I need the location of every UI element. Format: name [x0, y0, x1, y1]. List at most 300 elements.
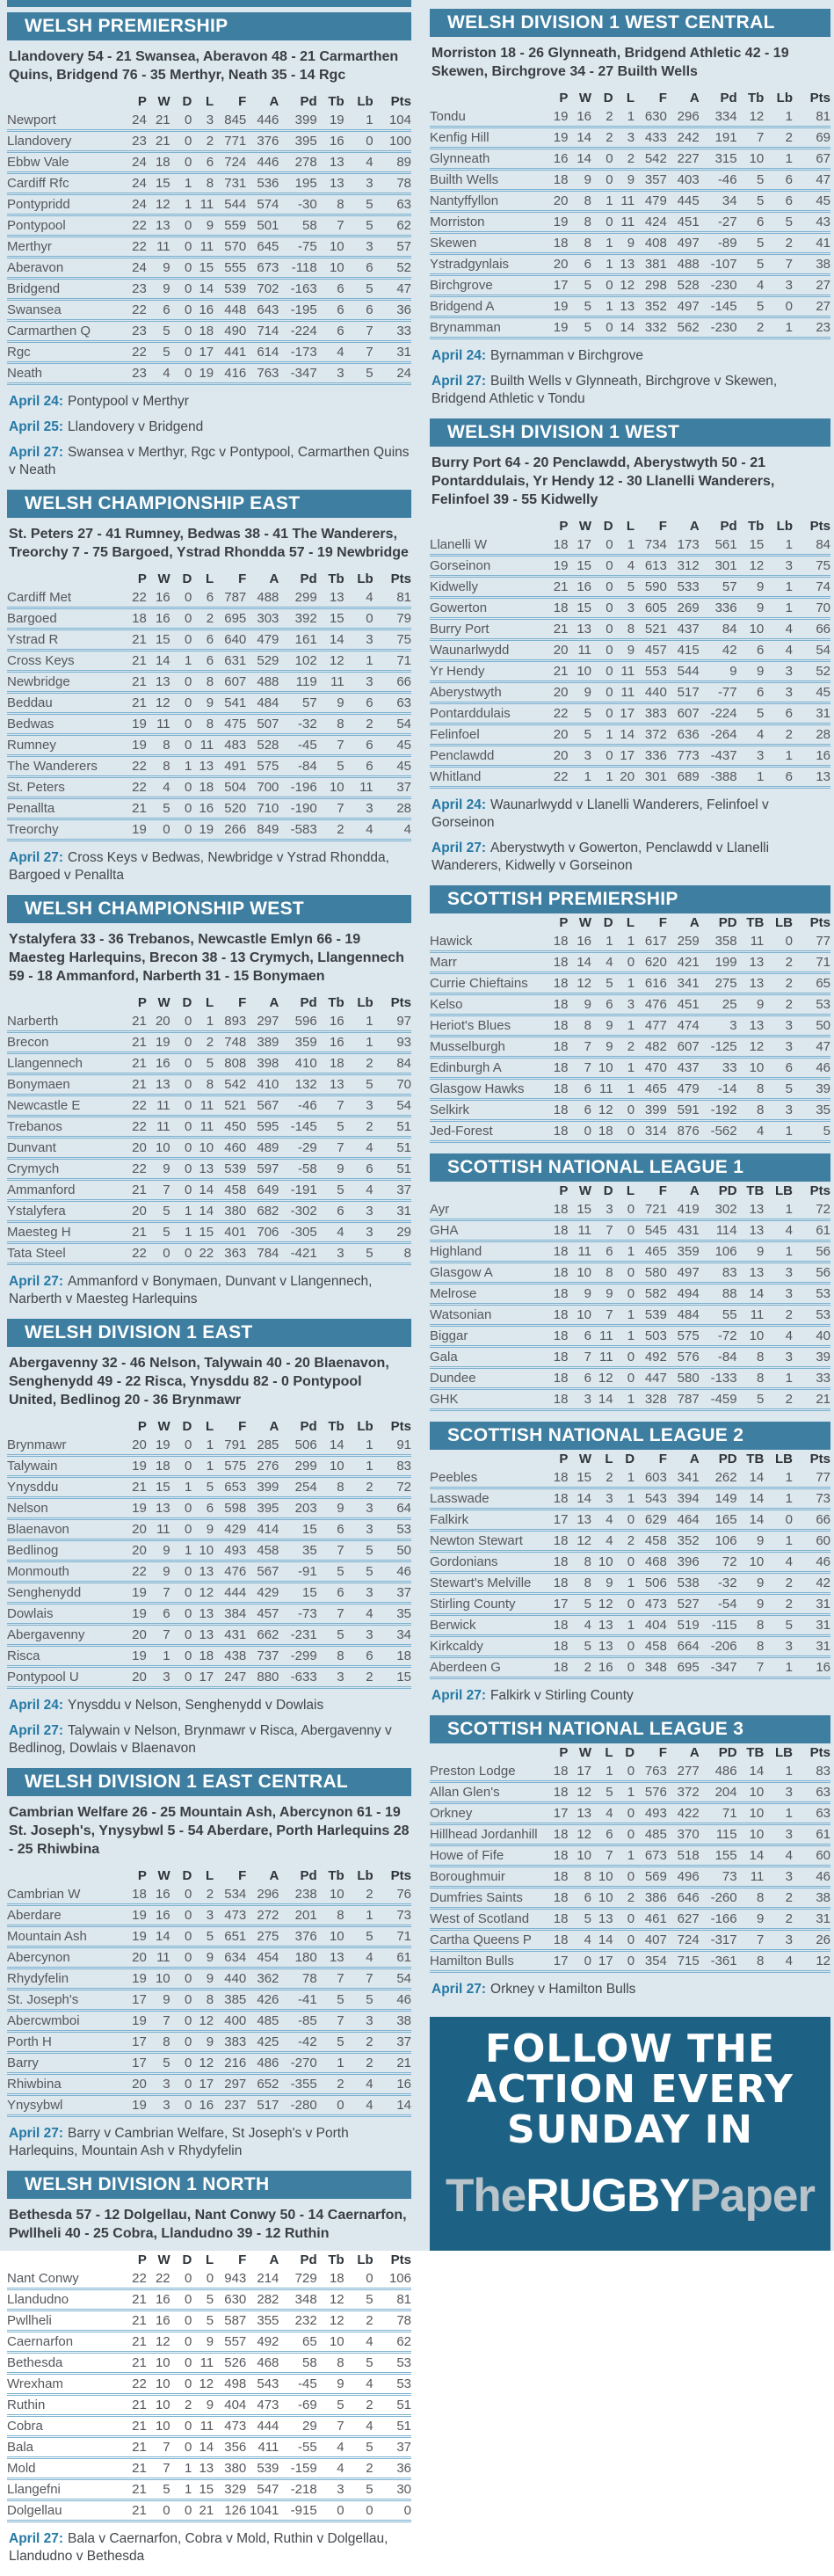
- stat-column-header: W: [578, 91, 592, 106]
- stat-cell: 56: [816, 1244, 830, 1259]
- stat-cell: 4: [403, 822, 411, 837]
- stat-cell: 372: [677, 1785, 700, 1800]
- stat-cell: 28: [396, 801, 411, 816]
- team-name-cell: Brecon: [7, 1035, 49, 1050]
- stat-cell: 9: [206, 218, 214, 233]
- team-name-cell: Abergavenny: [7, 1627, 85, 1642]
- table-row: [430, 1037, 830, 1058]
- stat-cell: 11: [156, 1119, 170, 1134]
- stat-cell: 695: [677, 1660, 700, 1675]
- stat-column-header: D: [603, 91, 613, 106]
- stat-cell: 18: [553, 1392, 569, 1407]
- rugby-paper-logo: [446, 2169, 815, 2222]
- stat-cell: 1: [584, 769, 592, 784]
- stat-cell: 61: [396, 1950, 411, 1965]
- table-row: [430, 1220, 830, 1241]
- stat-cell: 78: [396, 2313, 411, 2328]
- stat-cell: 5: [366, 1246, 373, 1261]
- stat-cell: 54: [396, 1971, 411, 1986]
- stat-cell: 5: [337, 2398, 344, 2412]
- stat-cell: 0: [185, 590, 192, 605]
- stat-cell: 20: [132, 1204, 147, 1219]
- stat-cell: 5: [206, 1480, 214, 1495]
- stat-cell: 6: [366, 302, 373, 317]
- team-name-cell: Gowerton: [430, 600, 488, 615]
- team-name-cell: West of Scotland: [430, 1911, 530, 1926]
- league-table: [7, 1867, 411, 2117]
- stat-cell: 0: [185, 260, 192, 275]
- stat-cell: -270: [290, 2056, 317, 2070]
- stat-column-header: L: [626, 91, 635, 106]
- table-header-row: [7, 2251, 411, 2269]
- table-row: [430, 1824, 830, 1845]
- stat-cell: 13: [329, 590, 344, 605]
- stat-cell: 383: [644, 706, 667, 721]
- stat-cell: 1: [627, 109, 635, 124]
- stat-cell: 18: [132, 611, 147, 626]
- stat-cell: 8: [206, 1992, 214, 2007]
- stat-cell: 38: [396, 2013, 411, 2028]
- stat-cell: 695: [224, 611, 247, 626]
- stat-cell: 431: [677, 1223, 700, 1238]
- stat-cell: 465: [644, 1244, 667, 1259]
- stat-cell: 5: [366, 1543, 373, 1558]
- fixtures: [9, 393, 410, 479]
- stat-cell: 2: [785, 976, 793, 991]
- stat-cell: 24: [132, 176, 147, 191]
- stat-cell: 488: [677, 257, 700, 272]
- table-body: [7, 1436, 411, 1688]
- stat-cell: 14: [155, 653, 170, 668]
- stat-column-header: Pd: [300, 1868, 317, 1883]
- team-name-cell: Newport: [7, 113, 56, 127]
- stat-cell: 0: [606, 151, 613, 166]
- stat-cell: 1: [627, 1244, 635, 1259]
- table-row: [7, 2395, 411, 2416]
- stat-cell: 538: [677, 1575, 700, 1590]
- stat-cell: 1: [185, 1480, 192, 1495]
- stat-cell: 6: [206, 632, 214, 647]
- table-row: [7, 1646, 411, 1667]
- stat-cell: -195: [290, 302, 317, 317]
- stat-cell: 437: [677, 1060, 700, 1075]
- stat-cell: 14: [199, 281, 214, 296]
- stat-cell: 93: [396, 1035, 411, 1050]
- stat-cell: 18: [553, 997, 569, 1012]
- stat-cell: 4: [366, 2334, 373, 2349]
- stat-column-header: A: [689, 519, 700, 534]
- stat-column-header: W: [578, 1745, 592, 1760]
- stat-column-header: L: [605, 1745, 613, 1760]
- stat-cell: 7: [337, 2419, 344, 2434]
- league-section: [430, 1422, 830, 1705]
- stat-cell: 1: [185, 176, 192, 191]
- stat-cell: 126: [224, 2503, 247, 2518]
- stat-cell: 1: [606, 727, 613, 742]
- stat-cell: 0: [185, 345, 192, 360]
- stat-column-header: P: [559, 1183, 569, 1198]
- stat-cell: 18: [553, 1286, 569, 1301]
- stat-cell: 35: [396, 1606, 411, 1621]
- stat-cell: 7: [606, 1307, 613, 1322]
- table-row: [430, 619, 830, 640]
- stat-cell: -317: [710, 1932, 737, 1947]
- stat-column-header: L: [205, 1868, 214, 1883]
- stat-cell: 7: [756, 1932, 765, 1947]
- stat-cell: 0: [185, 1035, 192, 1050]
- stat-cell: 9: [756, 1533, 765, 1548]
- stat-column-header: Pts: [390, 94, 411, 109]
- stat-cell: 10: [598, 1554, 613, 1569]
- stat-cell: 15: [199, 1225, 214, 1240]
- stat-cell: 533: [677, 579, 700, 594]
- stat-cell: 21: [132, 2398, 147, 2412]
- stat-cell: 0: [185, 674, 192, 689]
- stat-cell: 45: [816, 685, 830, 700]
- stat-cell: 404: [224, 2398, 247, 2412]
- stat-cell: 451: [677, 997, 700, 1012]
- stat-cell: 0: [185, 2013, 192, 2028]
- stat-cell: 312: [677, 558, 700, 573]
- stat-cell: -14: [717, 1081, 737, 1096]
- stat-cell: 84: [722, 622, 737, 637]
- stat-cell: -118: [291, 260, 317, 275]
- stat-cell: 616: [644, 976, 667, 991]
- stat-cell: -302: [290, 1204, 317, 1219]
- stat-cell: 0: [366, 134, 373, 149]
- stat-cell: 336: [644, 748, 667, 763]
- table-row: [7, 2500, 411, 2521]
- stat-cell: 3: [785, 685, 793, 700]
- stat-cell: 0: [606, 622, 613, 637]
- stat-cell: 0: [584, 1954, 592, 1968]
- stat-cell: 6: [584, 1328, 592, 1343]
- stat-cell: 5: [337, 1182, 344, 1197]
- section-header-bar: [7, 2171, 411, 2199]
- stat-cell: 3: [366, 1204, 373, 1219]
- stat-cell: 11: [330, 674, 344, 689]
- stat-cell: 2: [366, 2398, 373, 2412]
- team-name-cell: Maesteg H: [7, 1225, 71, 1240]
- stat-cell: -115: [711, 1618, 737, 1633]
- team-column-header: [430, 517, 547, 535]
- stat-cell: 458: [224, 1182, 247, 1197]
- stat-cell: 6: [163, 302, 170, 317]
- stat-cell: 341: [677, 1470, 700, 1485]
- table-row: [7, 629, 411, 651]
- stat-cell: 14: [155, 1929, 170, 1944]
- stat-cell: 3: [785, 1350, 793, 1364]
- stat-cell: 16: [155, 611, 170, 626]
- table-row: [7, 819, 411, 840]
- table-row: [430, 535, 830, 556]
- section-intro: Ystalyfera 33 - 36 Trebanos, Newcastle Emlyn 66 - 19 Maesteg Harlequins, Brecon 38 - 13 Crymych, Llangennech 59 - 18 Ammanford, Narberth 31 - 15 Bonymaen: [9, 932, 404, 984]
- stat-cell: 1: [785, 1470, 793, 1485]
- stat-cell: 278: [294, 155, 317, 170]
- team-name-cell: St. Peters: [7, 780, 65, 795]
- stat-cell: 18: [553, 1328, 569, 1343]
- stat-cell: 12: [749, 1039, 765, 1054]
- stat-cell: 473: [224, 2419, 247, 2434]
- stat-cell: 19: [199, 366, 214, 381]
- stat-cell: 2: [785, 1392, 793, 1407]
- stat-cell: 5: [337, 759, 344, 774]
- stat-cell: 57: [722, 579, 737, 594]
- table-row: [7, 735, 411, 756]
- stat-cell: 77: [816, 934, 830, 949]
- stat-column-header: A: [689, 1452, 700, 1466]
- fixture-text: Barry v Cambrian Welfare, St Joseph's v Porth Harlequins, Mountain Ash v Rhydyfelin: [9, 2126, 349, 2158]
- stat-cell: 1: [185, 2482, 192, 2497]
- stat-cell: 7: [163, 2013, 170, 2028]
- stat-cell: 262: [714, 1470, 737, 1485]
- stat-cell: 488: [257, 590, 279, 605]
- team-name-cell: Rhiwbina: [7, 2077, 62, 2092]
- stat-cell: 465: [644, 1081, 667, 1096]
- stat-cell: 334: [714, 109, 737, 124]
- stat-cell: 17: [620, 706, 635, 721]
- stat-cell: 17: [199, 345, 214, 360]
- stat-cell: 10: [155, 1971, 170, 1986]
- stat-cell: 482: [644, 1039, 667, 1054]
- stat-cell: 4: [756, 727, 765, 742]
- stat-column-header: W: [157, 2252, 170, 2267]
- stat-cell: 634: [224, 1950, 247, 1965]
- stat-cell: 3: [366, 176, 373, 191]
- stat-cell: 9: [337, 2376, 344, 2391]
- stat-cell: 17: [553, 1806, 569, 1821]
- stat-cell: 14: [749, 1764, 765, 1779]
- stat-cell: 20: [132, 1522, 147, 1537]
- stat-cell: 11: [156, 1098, 170, 1113]
- table-row: [430, 1058, 830, 1079]
- section-header-bar: [7, 895, 411, 923]
- team-name-cell: Brynamman: [430, 320, 501, 335]
- stat-cell: 9: [756, 600, 765, 615]
- league-section: [430, 418, 830, 875]
- stat-cell: 33: [816, 1371, 830, 1386]
- stat-cell: 426: [257, 1992, 279, 2007]
- stat-cell: -355: [290, 2077, 317, 2092]
- stat-cell: 20: [620, 769, 635, 784]
- stat-cell: 582: [644, 1286, 667, 1301]
- stat-cell: 454: [257, 1950, 279, 1965]
- stat-cell: 8: [584, 236, 592, 251]
- fixtures: [9, 849, 410, 884]
- stat-cell: 3: [366, 1225, 373, 1240]
- table-row: [7, 1561, 411, 1583]
- stat-cell: 458: [644, 1639, 667, 1654]
- stat-cell: 1: [627, 1060, 635, 1075]
- stat-cell: 21: [132, 1035, 147, 1050]
- section-intro: Cambrian Welfare 26 - 25 Mountain Ash, Abercynon 61 - 19 St. Joseph's, Ynysybwl 5 - 54 Aberdare, Porth Harlequins 28 - 25 Rhiwbina: [9, 1805, 410, 1857]
- stat-cell: 457: [644, 643, 667, 658]
- team-name-cell: Dowlais: [7, 1606, 54, 1621]
- stat-cell: 11: [620, 685, 635, 700]
- stat-cell: 503: [644, 1328, 667, 1343]
- stat-cell: 4: [366, 2077, 373, 2092]
- fixture-text: Orkney v Hamilton Bulls: [490, 1982, 636, 1997]
- stat-cell: 28: [816, 727, 830, 742]
- stat-column-header: Tb: [328, 1868, 344, 1883]
- stat-cell: 75: [816, 558, 830, 573]
- stat-cell: 1: [206, 1014, 214, 1029]
- stat-column-header: Pd: [300, 94, 317, 109]
- stat-cell: 180: [294, 1950, 317, 1965]
- table-body: [7, 1885, 411, 2116]
- stat-cell: 5: [163, 2056, 170, 2070]
- stat-cell: 6: [366, 1648, 373, 1663]
- stat-cell: 17: [553, 1512, 569, 1527]
- table-row: [430, 1782, 830, 1803]
- stat-cell: 63: [816, 1806, 830, 1821]
- stat-cell: 12: [199, 2056, 214, 2070]
- stat-cell: 22: [132, 1098, 147, 1113]
- stat-cell: 12: [329, 2292, 344, 2307]
- stat-cell: -84: [717, 1350, 737, 1364]
- stat-cell: 0: [627, 1265, 635, 1280]
- stat-cell: 84: [396, 1056, 411, 1071]
- stat-cell: 943: [224, 2271, 247, 2286]
- stat-cell: 37: [396, 1182, 411, 1197]
- stat-cell: 16: [816, 1660, 830, 1675]
- stat-cell: 6: [785, 193, 793, 208]
- stat-cell: 102: [294, 653, 317, 668]
- stat-cell: 1: [627, 1018, 635, 1033]
- stat-cell: 89: [396, 155, 411, 170]
- table-row: [7, 194, 411, 215]
- team-name-cell: Allan Glen's: [430, 1785, 500, 1800]
- stat-cell: 0: [185, 1606, 192, 1621]
- fixture-text: Byrnamman v Birchgrove: [490, 348, 644, 363]
- stat-cell: -58: [298, 1161, 317, 1176]
- stat-cell: 1: [627, 1328, 635, 1343]
- stat-column-header: D: [182, 995, 192, 1010]
- stat-cell: 1: [627, 1618, 635, 1633]
- stat-cell: 10: [155, 2419, 170, 2434]
- stat-cell: 1: [185, 197, 192, 212]
- stat-cell: 787: [224, 590, 247, 605]
- stat-cell: 0: [627, 1660, 635, 1675]
- stat-column-header: L: [205, 995, 214, 1010]
- stat-cell: 19: [329, 113, 344, 127]
- stat-cell: 682: [257, 1204, 279, 1219]
- table-row: [430, 640, 830, 661]
- stat-cell: 1: [785, 1806, 793, 1821]
- stat-cell: 3: [163, 2077, 170, 2092]
- stat-cell: 7: [337, 2013, 344, 2028]
- stat-cell: 0: [185, 2355, 192, 2370]
- fixture-date-label: April 27:: [9, 850, 64, 865]
- table-row: [430, 1284, 830, 1305]
- stat-cell: 483: [224, 738, 247, 753]
- stat-cell: 65: [816, 976, 830, 991]
- stat-column-header: W: [578, 1183, 592, 1198]
- stat-column-header: Tb: [747, 91, 765, 106]
- stat-cell: 33: [722, 1060, 737, 1075]
- stat-column-header: D: [182, 1868, 192, 1883]
- stat-cell: 646: [677, 1890, 700, 1905]
- stat-cell: -77: [717, 685, 737, 700]
- stat-column-header: Pd: [300, 995, 317, 1010]
- fixtures: [9, 1697, 410, 1757]
- league-section: [430, 9, 830, 408]
- stat-cell: 1: [627, 934, 635, 949]
- stat-cell: 13: [816, 769, 830, 784]
- stat-cell: 314: [644, 1124, 667, 1139]
- fixture-text: Cross Keys v Bedwas, Newbridge v Ystrad Rhondda, Bargoed v Penallta: [9, 850, 389, 883]
- stat-cell: 5: [366, 366, 373, 381]
- stat-cell: 19: [132, 1971, 147, 1986]
- stat-cell: 0: [206, 2271, 214, 2286]
- stat-cell: 445: [677, 193, 700, 208]
- stat-cell: 4: [785, 1223, 793, 1238]
- stat-column-header: Tb: [328, 995, 344, 1010]
- stat-cell: 20: [132, 1543, 147, 1558]
- stat-cell: 575: [257, 759, 279, 774]
- stat-cell: 6: [606, 1244, 613, 1259]
- section-title-text: SCOTTISH NATIONAL LEAGUE 1: [447, 1157, 744, 1177]
- stat-cell: 14: [199, 2440, 214, 2455]
- stat-cell: 21: [132, 1480, 147, 1495]
- team-name-cell: Caernarfon: [7, 2334, 74, 2349]
- table-row: [7, 1604, 411, 1625]
- stat-cell: 501: [257, 218, 279, 233]
- fixture-date-label: April 24:: [432, 348, 487, 363]
- stat-cell: 16: [155, 1056, 170, 1071]
- stat-cell: 0: [185, 1887, 192, 1902]
- stat-cell: 195: [294, 176, 317, 191]
- league-section: [7, 1319, 411, 1757]
- table-row: [7, 1243, 411, 1264]
- stat-cell: 7: [366, 1971, 373, 1986]
- table-row: [7, 1885, 411, 1905]
- stat-cell: 0: [185, 801, 192, 816]
- stat-cell: 8: [756, 1954, 765, 1968]
- stat-cell: 66: [816, 622, 830, 637]
- stat-cell: 468: [644, 1554, 667, 1569]
- stat-cell: 5: [366, 1564, 373, 1579]
- stat-cell: 81: [396, 2292, 411, 2307]
- stat-cell: 6: [206, 590, 214, 605]
- stat-cell: 0: [584, 1124, 592, 1139]
- stat-cell: 16: [329, 1014, 344, 1029]
- stat-cell: 13: [749, 1018, 765, 1033]
- stat-cell: 0: [185, 1014, 192, 1029]
- stat-cell: 8: [206, 674, 214, 689]
- team-name-cell: Bethesda: [7, 2355, 63, 2370]
- stat-cell: 17: [132, 1992, 147, 2007]
- stat-cell: 2: [785, 1575, 793, 1590]
- stat-cell: 71: [722, 1806, 737, 1821]
- stat-cell: 763: [644, 1764, 667, 1779]
- stat-cell: 18: [553, 1764, 569, 1779]
- stat-cell: 2: [366, 1480, 373, 1495]
- table-row: [430, 1100, 830, 1121]
- stat-cell: 18: [553, 1039, 569, 1054]
- stat-cell: 38: [816, 257, 830, 272]
- stat-cell: 22: [132, 2271, 147, 2286]
- stat-cell: 491: [224, 759, 247, 774]
- stat-cell: 18: [553, 1785, 569, 1800]
- stat-cell: 0: [627, 1512, 635, 1527]
- stat-cell: 569: [644, 1869, 667, 1884]
- stat-cell: 4: [756, 278, 765, 293]
- team-column-header: [7, 993, 125, 1012]
- ad-line: FOLLOW THE: [484, 2027, 776, 2071]
- team-name-cell: Wrexham: [7, 2376, 63, 2391]
- stat-cell: 474: [677, 1018, 700, 1033]
